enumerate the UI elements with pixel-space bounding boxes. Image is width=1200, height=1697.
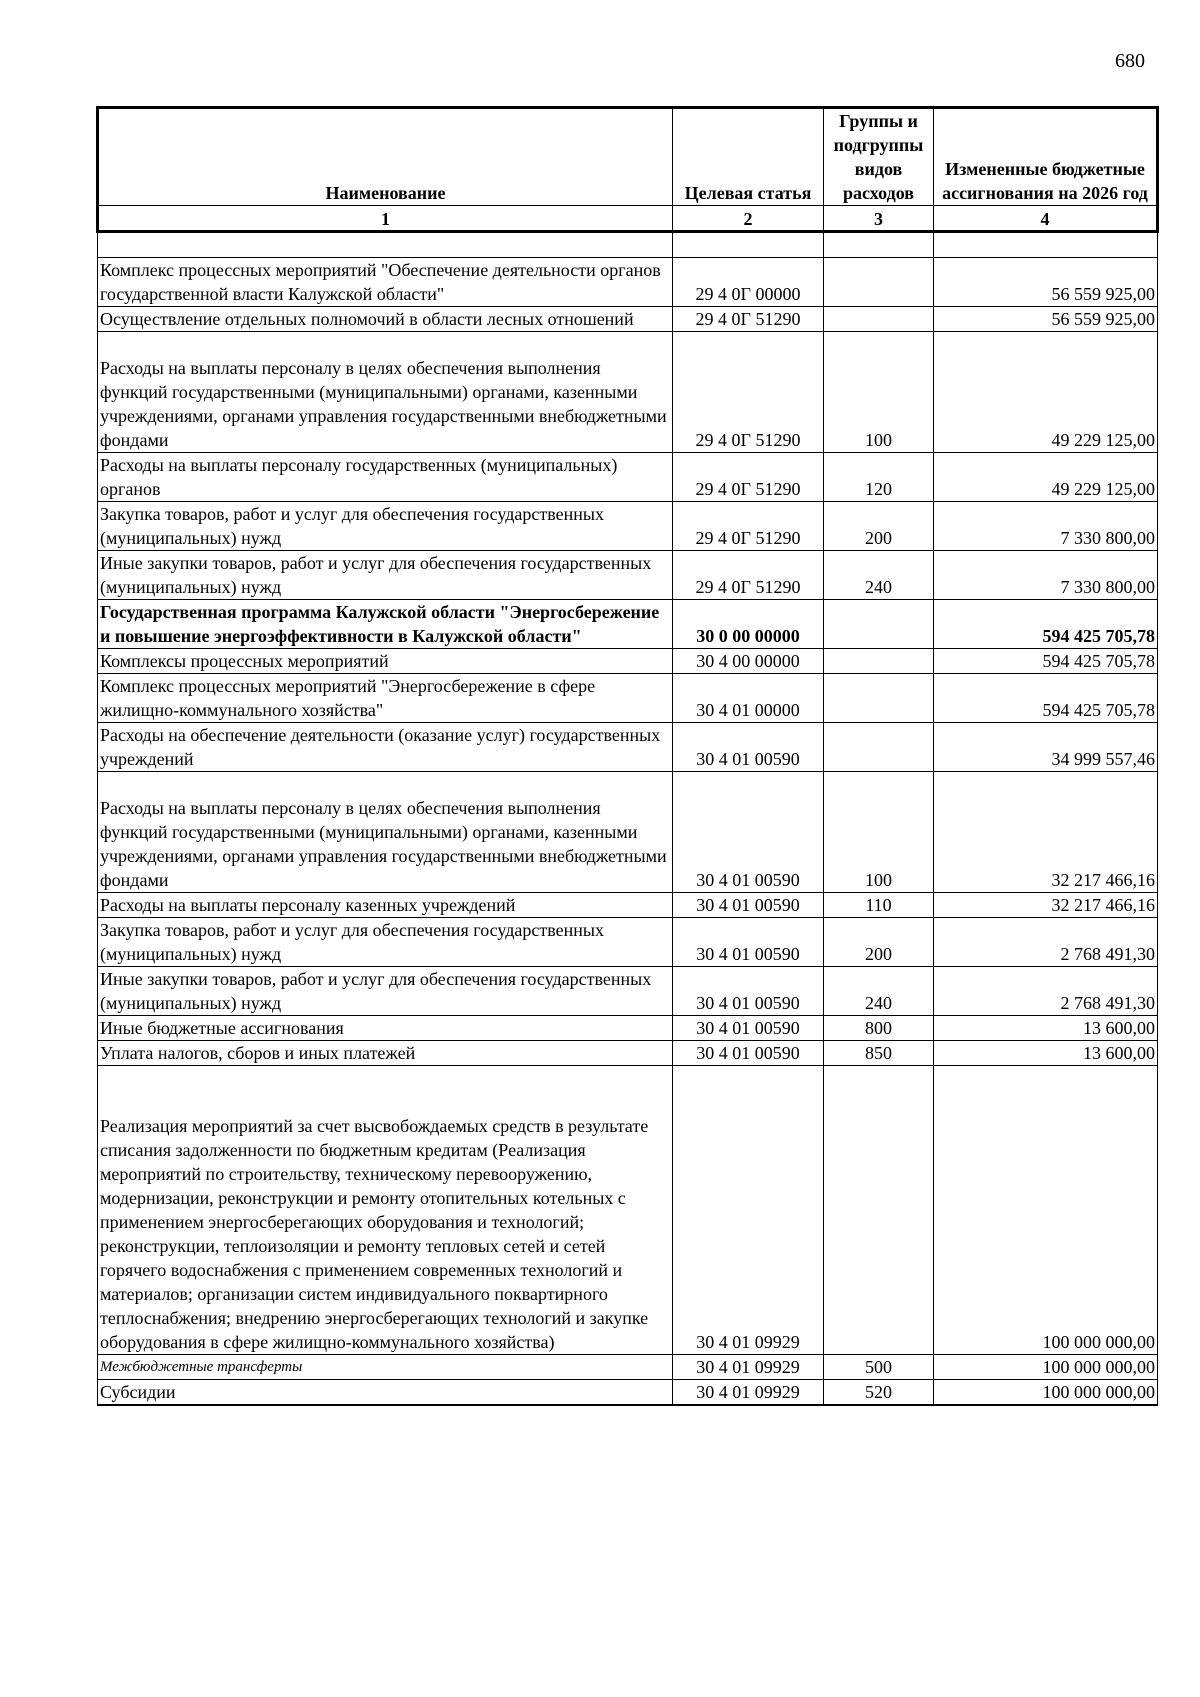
- row-code: 30 0 00 00000: [673, 600, 824, 649]
- row-code: 30 4 01 00590: [673, 918, 824, 967]
- table-row: [98, 1355, 1158, 1380]
- row-code: 30 4 01 00590: [673, 1016, 824, 1041]
- row-code: 30 4 01 00000: [673, 674, 824, 723]
- row-name: Комплекс процессных мероприятий "Энергосбережение в сфере жилищно-коммунального хозяйства": [98, 674, 673, 723]
- row-amount: 2 768 491,30: [934, 918, 1158, 967]
- row-group: 240: [824, 967, 934, 1016]
- row-code: 30 4 01 09929: [673, 1066, 824, 1355]
- table-row: [98, 453, 1158, 502]
- row-amount: 2 768 491,30: [934, 967, 1158, 1016]
- header-number-2: 2: [673, 206, 824, 232]
- row-group: 200: [824, 502, 934, 551]
- row-amount: 13 600,00: [934, 1016, 1158, 1041]
- row-name: Уплата налогов, сборов и иных платежей: [98, 1041, 673, 1066]
- row-amount: 34 999 557,46: [934, 723, 1158, 772]
- table-row: [98, 551, 1158, 600]
- table-row: [98, 918, 1158, 967]
- row-code: 30 4 01 09929: [673, 1355, 824, 1380]
- row-code: 30 4 01 00590: [673, 723, 824, 772]
- row-amount: 49 229 125,00: [934, 332, 1158, 453]
- header-name: Наименование: [98, 108, 673, 206]
- row-amount: 13 600,00: [934, 1041, 1158, 1066]
- row-name: Государственная программа Калужской области "Энергосбережение и повышение энергоэффективности в Калужской области": [98, 600, 673, 649]
- table-row: [98, 332, 1158, 453]
- row-code: 30 4 01 00590: [673, 967, 824, 1016]
- header-target: Целевая статья: [673, 108, 824, 206]
- table-header-row: [98, 108, 1158, 206]
- row-name: Осуществление отдельных полномочий в области лесных отношений: [98, 307, 673, 332]
- row-group: 850: [824, 1041, 934, 1066]
- row-code: 30 4 00 00000: [673, 649, 824, 674]
- row-code: 30 4 01 09929: [673, 1380, 824, 1406]
- row-group: 240: [824, 551, 934, 600]
- row-group: [824, 307, 934, 332]
- row-group: [824, 1066, 934, 1355]
- row-group: 100: [824, 332, 934, 453]
- row-group: [824, 649, 934, 674]
- table-row: [98, 307, 1158, 332]
- row-amount: 594 425 705,78: [934, 600, 1158, 649]
- row-name: Реализация мероприятий за счет высвобождаемых средств в результате списания задолженности по бюджетным кредитам (Реализация мероприятий по строительству, техническому перевооружению, модернизации, реконструкции и ремонту отопительных котельных с применением энергосберегающих оборудования и технологий; реконструкции, теплоизоляции и ремонту тепловых сетей и сетей горячего водоснабжения с применением современных технологий и материалов; организации систем индивидуального поквартирного теплоснабжения; внедрению энергосберегающих технологий и закупке оборудования в сфере жилищно-коммунального хозяйства): [98, 1066, 673, 1355]
- row-group: [824, 723, 934, 772]
- table-row: [98, 1380, 1158, 1406]
- row-group: 120: [824, 453, 934, 502]
- row-amount: 594 425 705,78: [934, 649, 1158, 674]
- table-row: [98, 967, 1158, 1016]
- row-name: Расходы на выплаты персоналу в целях обеспечения выполнения функций государственными (муниципальными) органами, казенными учреждениями, органами управления государственными внебюджетными фондами: [98, 332, 673, 453]
- table-row: [98, 723, 1158, 772]
- row-group: [824, 600, 934, 649]
- row-name: Комплексы процессных мероприятий: [98, 649, 673, 674]
- row-name: Закупка товаров, работ и услуг для обеспечения государственных (муниципальных) нужд: [98, 918, 673, 967]
- table-row: [98, 893, 1158, 918]
- row-name: Расходы на выплаты персоналу государственных (муниципальных) органов: [98, 453, 673, 502]
- row-code: 30 4 01 00590: [673, 1041, 824, 1066]
- row-amount: 32 217 466,16: [934, 772, 1158, 893]
- row-name: Закупка товаров, работ и услуг для обеспечения государственных (муниципальных) нужд: [98, 502, 673, 551]
- header-amount: Измененные бюджетные ассигнования на 2026 год: [934, 108, 1158, 206]
- row-code: 29 4 0Г 51290: [673, 307, 824, 332]
- row-amount: 56 559 925,00: [934, 307, 1158, 332]
- row-group: 520: [824, 1380, 934, 1406]
- row-group: 100: [824, 772, 934, 893]
- table-row: [98, 649, 1158, 674]
- row-amount: 56 559 925,00: [934, 258, 1158, 307]
- header-number-3: 3: [824, 206, 934, 232]
- table-row-program: [98, 600, 1158, 649]
- row-group: 500: [824, 1355, 934, 1380]
- row-amount: 7 330 800,00: [934, 502, 1158, 551]
- table-header-numbers-row: [98, 206, 1158, 232]
- header-groups: Группы и подгруппы видов расходов: [824, 108, 934, 206]
- header-number-1: 1: [98, 206, 673, 232]
- row-code: 29 4 0Г 51290: [673, 453, 824, 502]
- row-amount: 100 000 000,00: [934, 1380, 1158, 1406]
- row-amount: 7 330 800,00: [934, 551, 1158, 600]
- table-row: [98, 502, 1158, 551]
- row-group: 200: [824, 918, 934, 967]
- row-name: Субсидии: [98, 1380, 673, 1406]
- row-code: 30 4 01 00590: [673, 893, 824, 918]
- row-amount: 594 425 705,78: [934, 674, 1158, 723]
- row-code: 29 4 0Г 51290: [673, 502, 824, 551]
- page-number: 680: [1115, 50, 1145, 72]
- table-row: [98, 1041, 1158, 1066]
- table-row: [98, 1016, 1158, 1041]
- row-name: Расходы на выплаты персоналу в целях обеспечения выполнения функций государственными (муниципальными) органами, казенными учреждениями, органами управления государственными внебюджетными фондами: [98, 772, 673, 893]
- row-amount: 32 217 466,16: [934, 893, 1158, 918]
- header-number-4: 4: [934, 206, 1158, 232]
- row-group: 800: [824, 1016, 934, 1041]
- row-name: Расходы на обеспечение деятельности (оказание услуг) государственных учреждений: [98, 723, 673, 772]
- row-name: Расходы на выплаты персоналу казенных учреждений: [98, 893, 673, 918]
- row-name: Иные закупки товаров, работ и услуг для обеспечения государственных (муниципальных) нужд: [98, 967, 673, 1016]
- row-group: [824, 258, 934, 307]
- table-row: [98, 674, 1158, 723]
- row-code: 29 4 0Г 51290: [673, 332, 824, 453]
- row-code: 29 4 0Г 00000: [673, 258, 824, 307]
- row-amount: 100 000 000,00: [934, 1066, 1158, 1355]
- row-code: 30 4 01 00590: [673, 772, 824, 893]
- table-row: [98, 772, 1158, 893]
- spacer-row: [98, 232, 1158, 258]
- budget-table: [96, 106, 1159, 1406]
- row-amount: 100 000 000,00: [934, 1355, 1158, 1380]
- table-row: [98, 258, 1158, 307]
- table-row: [98, 1066, 1158, 1355]
- row-name: Иные бюджетные ассигнования: [98, 1016, 673, 1041]
- row-name: Комплекс процессных мероприятий "Обеспечение деятельности органов государственной власти Калужской области": [98, 258, 673, 307]
- row-amount: 49 229 125,00: [934, 453, 1158, 502]
- row-name: Межбюджетные трансферты: [98, 1355, 673, 1380]
- row-name: Иные закупки товаров, работ и услуг для обеспечения государственных (муниципальных) нужд: [98, 551, 673, 600]
- row-group: 110: [824, 893, 934, 918]
- row-code: 29 4 0Г 51290: [673, 551, 824, 600]
- row-group: [824, 674, 934, 723]
